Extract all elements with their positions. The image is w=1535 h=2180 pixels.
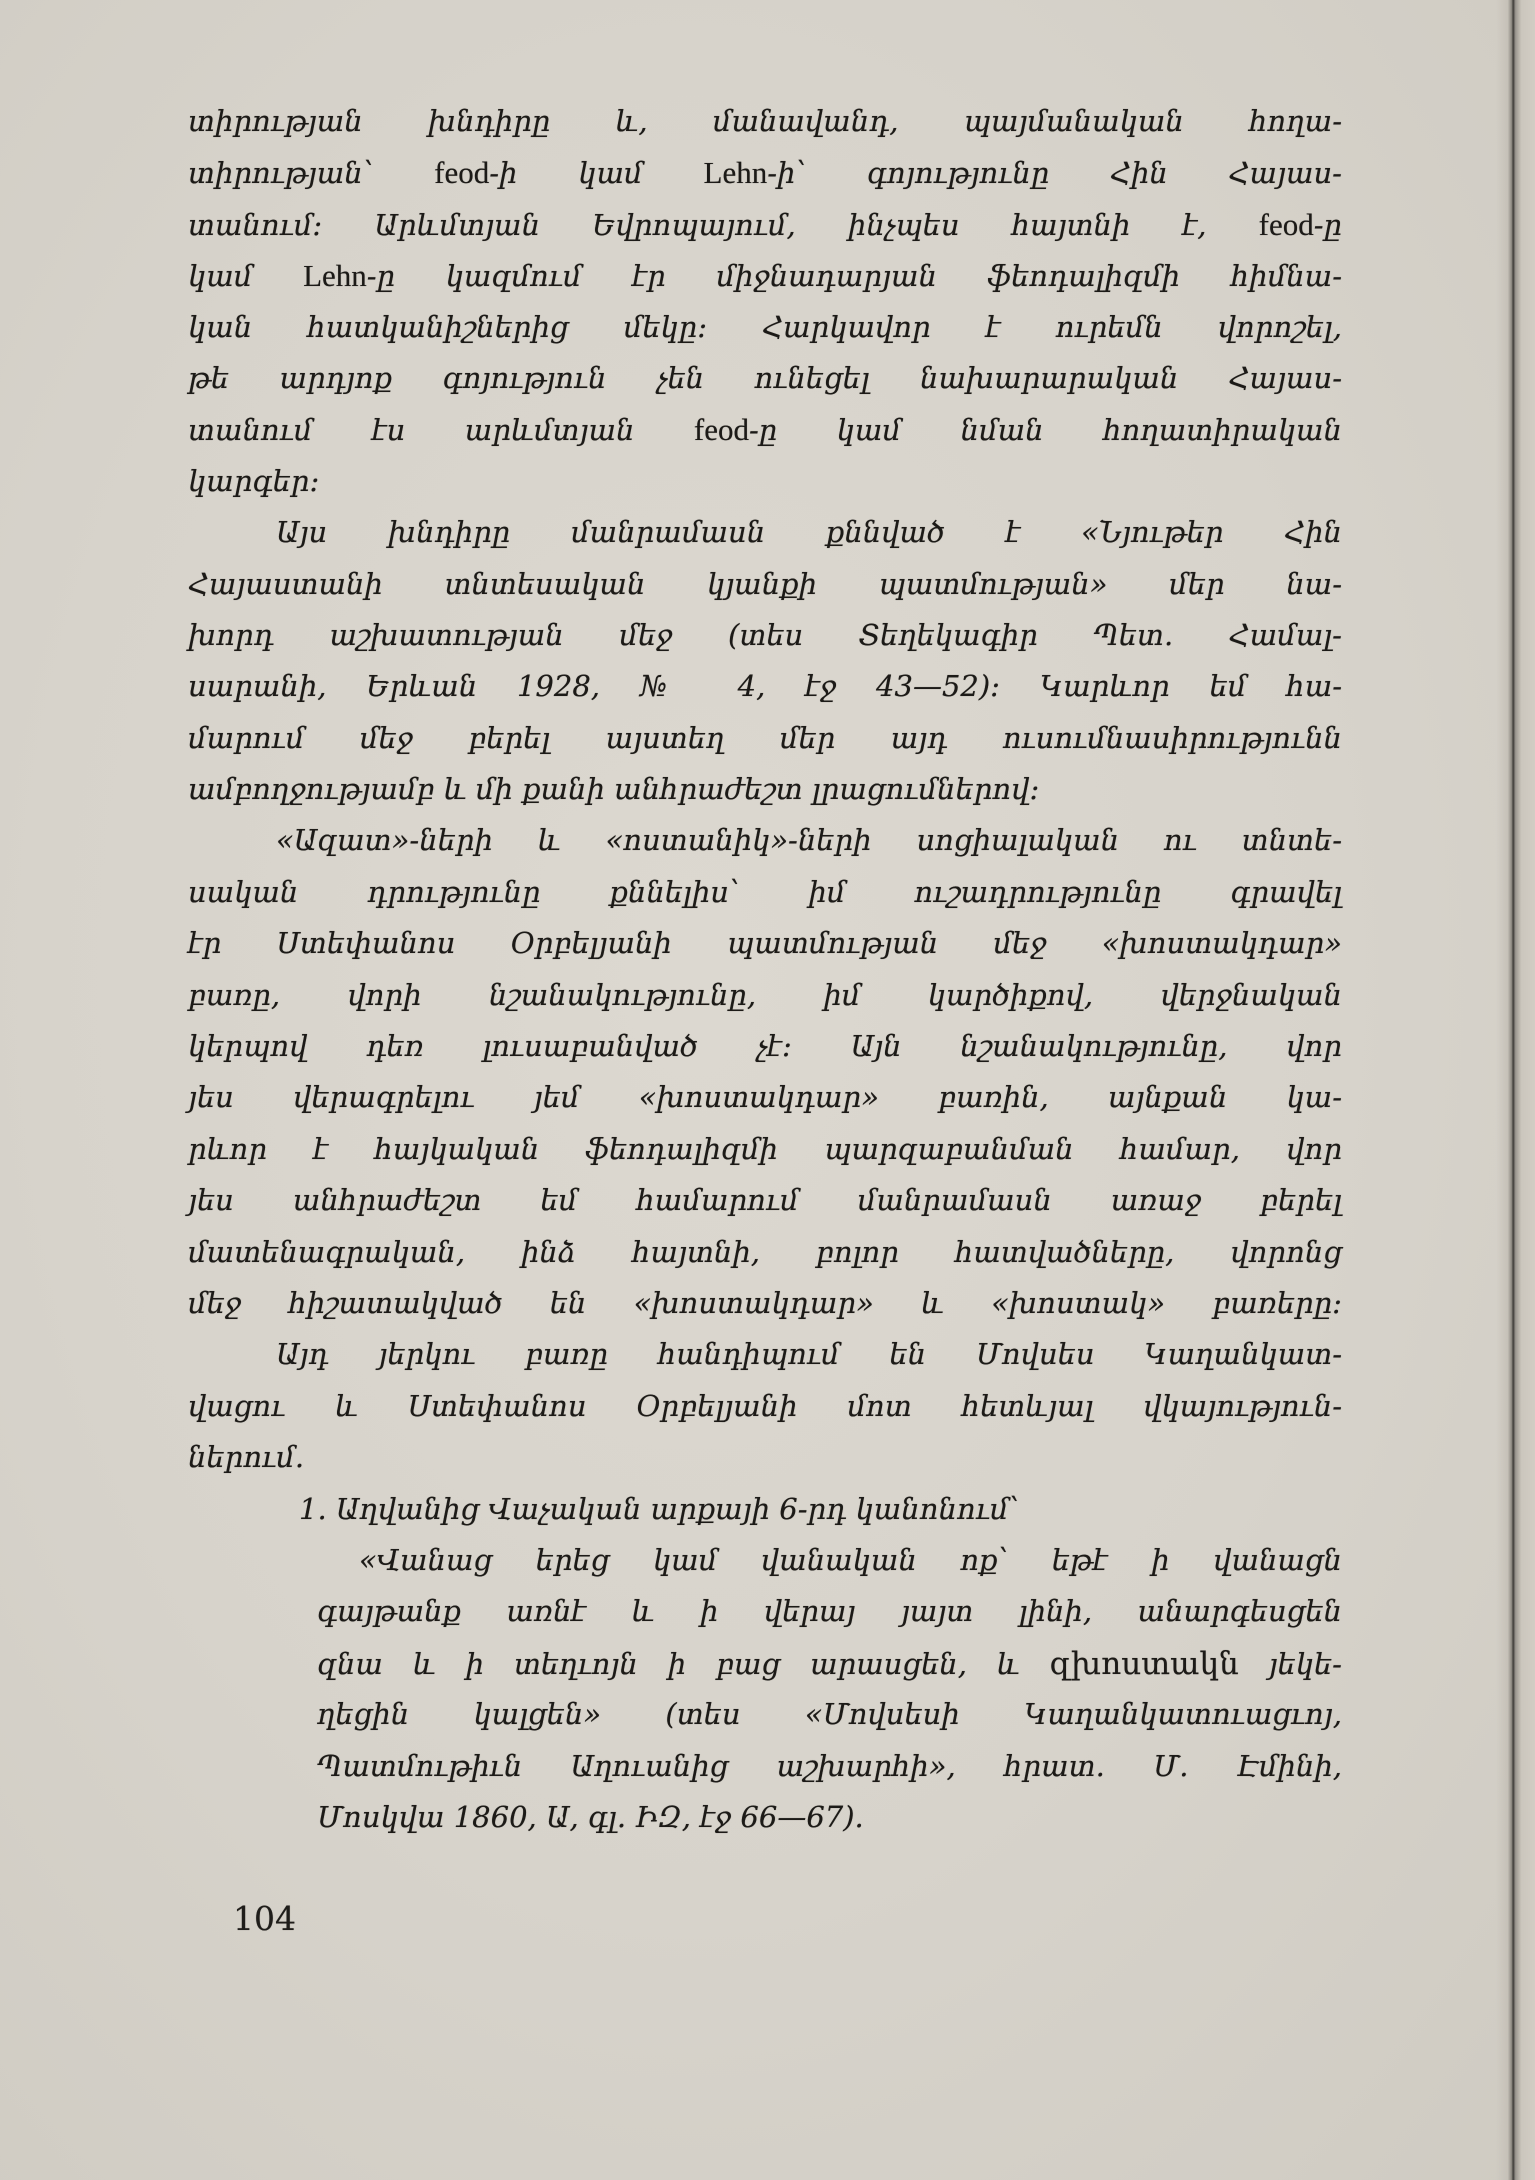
quote-line: «Վանաց երեց կամ վանական ոք՝ եթէ ի վանացն: [359, 1542, 1342, 1577]
quote-line: [317, 1638, 1342, 1689]
text-segment: տանում էս արևմտյան: [188, 413, 694, 448]
latin-term: Lehn: [703, 155, 768, 191]
text-line: բառը, վորի նշանակությունը, իմ կարծիքով, վերջնական: [188, 977, 1342, 1012]
text-line: մատենագրական, ինձ հայտնի, բոլոր հատվածները, վորոնց: [188, 1234, 1342, 1269]
text-segment: կամ: [188, 259, 304, 294]
paragraph-first-line: Այս խնդիրը մանրամասն քննված է «Նյութեր Հին: [276, 515, 1342, 550]
text-line: [188, 147, 1342, 198]
text-line: յես անհրաժեշտ եմ համարում մանրամասն առաջ բերել: [188, 1183, 1342, 1218]
paragraph-first-line: Այդ յերկու բառը հանդիպում են Մովսես Կաղանկատ-: [276, 1337, 1342, 1372]
text-line: սական դրությունը քննելիս՝ իմ ուշադրությունը գրավել: [188, 874, 1342, 909]
latin-term: Lehn: [303, 258, 367, 294]
text-line: մարում մեջ բերել այստեղ մեր այդ ուսումնասիրությունն: [188, 720, 1342, 755]
text-line: էր Ստեփանոս Օրբելյանի պատմության մեջ «խոստակդար»: [188, 926, 1342, 961]
text-line: ամբողջությամբ և մի քանի անհրաժեշտ լրացումներով։: [188, 772, 1040, 807]
binding-edge-shadow: [1496, 0, 1535, 2180]
page-number: 104: [233, 1899, 296, 1938]
text-segment: -ը կազմում էր միջնադարյան ֆեոդալիզմի հիմնա-: [366, 259, 1342, 294]
text-line: [188, 250, 1342, 301]
text-segment: յեկե-: [1238, 1646, 1342, 1681]
text-segment: -ը: [1313, 207, 1342, 242]
text-line: կարգեր։: [188, 463, 320, 498]
latin-term: feod: [1258, 206, 1314, 242]
body-text: [188, 96, 1342, 1843]
text-segment: -ի կամ: [489, 156, 704, 191]
paragraph-first-line: «Ազատ»-ների և «ոստանիկ»-ների սոցիալական ու տնտե-: [276, 823, 1342, 858]
quote-line: գայթանք առնէ և ի վերայ յայտ լինի, անարգեսցեն: [317, 1594, 1342, 1629]
text-segment: -ի՝ գոյությունը Հին Հայաս-: [767, 156, 1342, 191]
quote-line: Պատմութիւն Աղուանից աշխարհի», հրատ. Մ. Էմինի,: [317, 1748, 1342, 1783]
text-line: Հայաստանի տնտեսական կյանքի պատմության» մեր նա-: [188, 566, 1342, 601]
text-line: կերպով դեռ լուսաբանված չէ։ Այն նշանակությունը, վոր: [188, 1029, 1342, 1064]
latin-term: feod: [693, 412, 749, 448]
text-line: [188, 404, 1342, 455]
text-segment: տանում։ Արևմտյան Եվրոպայում, ինչպես հայտնի է,: [188, 207, 1259, 242]
text-line: յես վերագրելու յեմ «խոստակդար» բառին, այնքան կա-: [188, 1080, 1342, 1115]
text-line: վացու և Ստեփանոս Օրբելյանի մոտ հետևյալ վկայություն-: [188, 1388, 1342, 1423]
latin-term: feod: [434, 155, 490, 191]
text-segment: զնա և ի տեղւոյն ի բաց արասցեն, և: [317, 1646, 1050, 1681]
text-segment: -ը կամ նման հողատիրական: [748, 413, 1342, 448]
quote-line: Մոսկվա 1860, Ա, գլ. ԻԶ, էջ 66—67).: [317, 1799, 864, 1834]
text-line: րևոր է հայկական ֆեոդալիզմի պարզաբանման համար, վոր: [188, 1131, 1342, 1166]
text-line: սարանի, Երևան 1928, № 4, էջ 43—52)։ Կարևոր եմ հա-: [188, 669, 1342, 704]
text-line: ներում.: [188, 1440, 305, 1475]
list-item-line: 1. Աղվանից Վաչական արքայի 6-րդ կանոնում՝: [299, 1491, 1020, 1526]
upright-term: զխոստակն: [1049, 1645, 1239, 1681]
quote-line: ղեցին կալցեն» (տես «Մովսեսի Կաղանկատուացւոյ,: [317, 1697, 1342, 1732]
text-line: [188, 199, 1342, 250]
text-line: թե արդյոք գոյություն չեն ունեցել նախարարական Հայաս-: [188, 360, 1342, 395]
text-segment: տիրության՝: [188, 156, 435, 191]
text-line: խորդ աշխատության մեջ (տես Տեղեկագիր Պետ. Համալ-: [188, 617, 1342, 652]
text-line: տիրության խնդիրը և, մանավանդ, պայմանական հողա-: [188, 104, 1342, 138]
text-line: կան հատկանիշներից մեկը։ Հարկավոր է ուրեմն վորոշել,: [188, 309, 1342, 344]
text-line: մեջ հիշատակված են «խոստակդար» և «խոստակ» բառերը։: [188, 1285, 1342, 1320]
